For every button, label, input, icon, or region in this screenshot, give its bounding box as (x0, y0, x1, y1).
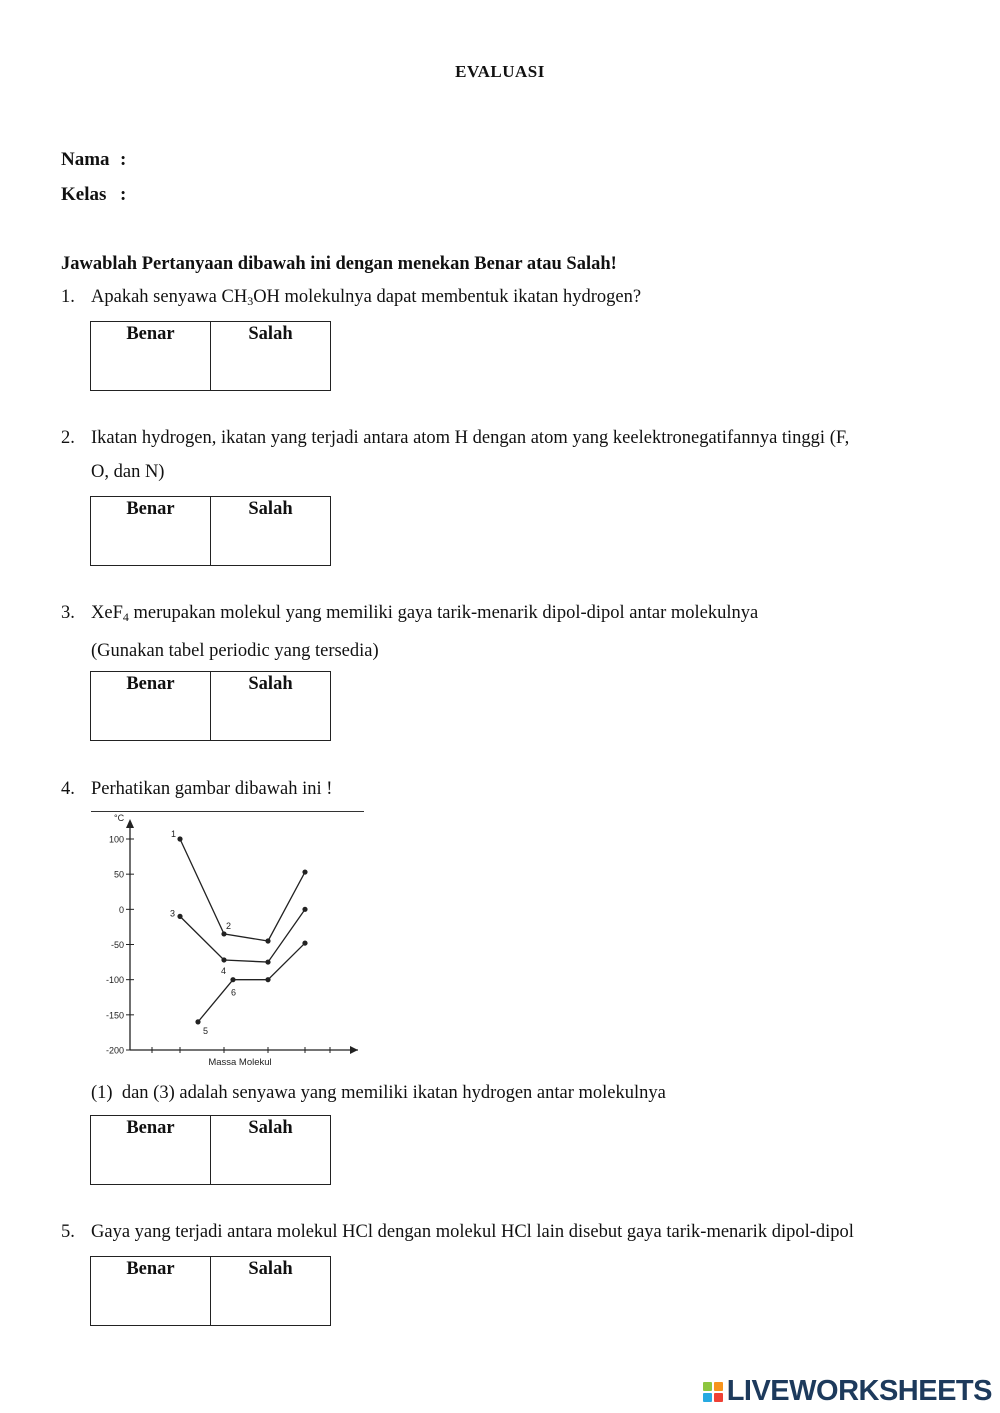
question-3-number: 3. (61, 603, 75, 623)
data-point (265, 959, 270, 964)
answer-table-3 (90, 671, 331, 741)
question-4-number: 4. (61, 779, 75, 799)
answer-table-4 (90, 1115, 331, 1185)
x-axis-label: Massa Molekul (208, 1057, 272, 1068)
point-label: 5 (203, 1025, 209, 1036)
y-tick-label: -100 (105, 975, 124, 986)
data-point (221, 957, 226, 962)
y-tick-label: -150 (105, 1010, 124, 1021)
question-2-number: 2. (61, 428, 75, 448)
question-3-text: XeF$_4$ merupakan molekul yang memiliki gaya tarik-menarik dipol-dipol antar molekulnya (Gunakan tabel periodic yang tersedia) (91, 603, 759, 661)
y-tick-label: -50 (110, 940, 124, 950)
series-line-3-4 (180, 909, 305, 962)
x-axis-arrow (350, 1046, 358, 1054)
question-4-text: Perhatikan gambar dibawah ini ! (91, 779, 333, 799)
salah-option-3[interactable]: Salah (211, 672, 331, 741)
nama-field (61, 149, 127, 171)
y-axis-label: °C (114, 813, 125, 823)
data-point (302, 907, 307, 912)
point-label: 4 (221, 965, 227, 976)
boiling-point-chart (90, 812, 365, 1072)
data-point (230, 977, 235, 982)
data-point (177, 836, 182, 841)
data-point (265, 977, 270, 982)
question-5-text: Gaya yang terjadi antara molekul HCl dengan molekul HCl lain disebut gaya tarik-menarik dipol-dipol (91, 1222, 854, 1242)
question-5-number: 5. (61, 1222, 75, 1242)
series-line-5-6 (198, 943, 305, 1022)
data-point (302, 869, 307, 874)
answer-table-5 (90, 1256, 331, 1326)
benar-option-1[interactable]: Benar (91, 322, 211, 391)
salah-option-1[interactable]: Salah (211, 322, 331, 391)
liveworksheets-logo (703, 1375, 992, 1408)
kelas-field (61, 184, 127, 206)
data-point (195, 1019, 200, 1024)
question-4-statement: (1) dan (3) adalah senyawa yang memiliki ikatan hydrogen antar molekulnya (91, 1083, 666, 1103)
data-point (265, 938, 270, 943)
page-title: EVALUASI (455, 62, 545, 81)
benar-option-2[interactable]: Benar (91, 497, 211, 566)
benar-option-5[interactable]: Benar (91, 1257, 211, 1326)
data-point (302, 940, 307, 945)
answer-table-2 (90, 496, 331, 566)
logo-text: LIVEWORKSHEETS (726, 1375, 992, 1407)
nama-colon: : (120, 149, 127, 170)
question-1-number: 1. (61, 287, 75, 307)
series-line-1-2 (180, 839, 305, 941)
point-label: 1 (171, 829, 177, 839)
benar-option-4[interactable]: Benar (91, 1116, 211, 1185)
logo-mark-icon (703, 1382, 723, 1402)
y-tick-label: 100 (108, 834, 124, 845)
salah-option-4[interactable]: Salah (211, 1116, 331, 1185)
salah-option-5[interactable]: Salah (211, 1257, 331, 1326)
question-1-text: Apakah senyawa $CH_3OH$ molekulnya dapat membentuk ikatan hydrogen? (91, 287, 642, 308)
question-2-text: Ikatan hydrogen, ikatan yang terjadi antara atom H dengan atom yang keelektronegatifannya tinggi (F, O, dan N) (91, 428, 850, 482)
point-label: 2 (226, 920, 232, 931)
y-tick-label: -200 (105, 1045, 124, 1056)
data-point (221, 931, 226, 936)
point-label: 3 (170, 908, 176, 919)
nama-label: Nama (61, 149, 110, 170)
y-axis-arrow (126, 819, 134, 828)
kelas-label: Kelas (61, 184, 107, 205)
instruction-text: Jawablah Pertanyaan dibawah ini dengan menekan Benar atau Salah! (61, 254, 617, 274)
kelas-colon: : (120, 184, 127, 205)
point-label: 6 (231, 987, 237, 998)
salah-option-2[interactable]: Salah (211, 497, 331, 566)
benar-option-3[interactable]: Benar (91, 672, 211, 741)
y-tick-label: 0 (118, 904, 124, 915)
data-point (177, 914, 182, 919)
y-tick-label: 50 (113, 869, 124, 880)
answer-table-1 (90, 321, 331, 391)
